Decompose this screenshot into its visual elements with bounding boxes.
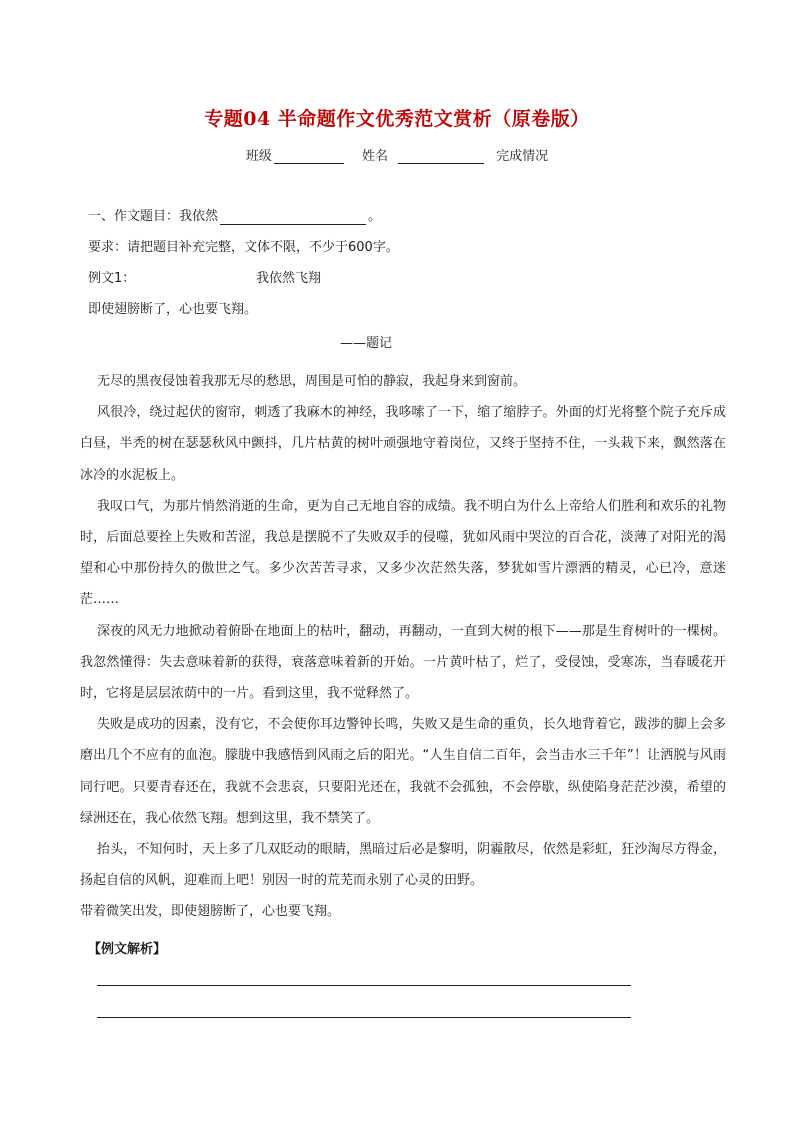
example-title: 我依然飞翔 [256, 271, 322, 286]
student-info-line [0, 145, 794, 164]
answer-line [97, 985, 631, 986]
question-prompt-line [88, 209, 381, 225]
analysis-heading: 【例文解析】 [88, 942, 167, 957]
question-end: 。 [368, 209, 382, 224]
essay-paragraph: 风很冷，绕过起伏的窗帘，刺透了我麻木的神经，我哆嗦了一下，缩了缩脖子。外面的灯光将整个院子充斥成白昼，半秃的树在瑟瑟秋风中颤抖，几片枯黄的树叶顽强地守着岗位，又终于坚持不住，一头栽下来，飘然落在冰冷的水泥板上。 [80, 405, 726, 483]
essay-paragraph: 我叹口气，为那片悄然消逝的生命，更为自己无地自容的成绩。我不明白为什么上帝给人们胜利和欢乐的礼物时，后面总要拴上失败和苦涩，我总是摆脱不了失败双手的侵噬，犹如风雨中哭泣的百合花，淡薄了对阳光的渴望和心中那份持久的傲世之气。多少次苦苦寻求，又多少次茫然失落，梦犹如雪片漂洒的精灵，心已冷，意迷茫…… [80, 498, 726, 608]
class-blank [274, 149, 344, 164]
question-prompt: 一、作文题目：我依然 [88, 209, 219, 224]
status-label: 完成情况 [496, 149, 549, 164]
essay-paragraph: 抬头，不知何时，天上多了几双眨动的眼睛，黑暗过后必是黎明，阴霾散尽，依然是彩虹，狂沙淘尽方得金，扬起自信的风帆，迎难而上吧！别因一时的荒芜而永别了心灵的田野。 [80, 842, 726, 889]
requirement-text: 要求：请把题目补充完整，文体不限，不少于600字。 [88, 240, 399, 255]
name-label: 姓名 [361, 149, 388, 164]
essay-paragraph: 深夜的风无力地掀动着俯卧在地面上的枯叶，翻动，再翻动，一直到大树的根下——那是生育树叶的一棵树。我忽然懂得：失去意味着新的获得，衰落意味着新的开始。一片黄叶枯了，烂了，受侵蚀，受寒冻，当春暖花开时，它将是层层浓荫中的一片。看到这里，我不觉释然了。 [80, 623, 726, 702]
name-blank [398, 149, 484, 164]
essay-body [80, 366, 726, 928]
epigraph-signature: ——题记 [340, 336, 393, 351]
class-label: 班级 [245, 149, 272, 164]
example-label: 例文1： [88, 271, 136, 286]
page-title: 专题04 半命题作文优秀范文赏析（原卷版） [204, 108, 590, 130]
essay-paragraph: 无尽的黑夜侵蚀着我那无尽的愁思，周围是可怕的静寂，我起身来到窗前。 [97, 374, 527, 389]
essay-paragraph: 失败是成功的因素，没有它，不会使你耳边警钟长鸣，失败又是生命的重负，长久地背着它，跋涉的脚上会多磨出几个不应有的血泡。朦胧中我感悟到风雨之后的阳光。“人生自信二百年，会当击水三千年”！让洒脱与风雨同行吧。只要青春还在，我就不会悲哀，只要阳光还在，我就不会孤独，不会停歇，纵使陷身茫茫沙漠，希望的绿洲还在，我心依然飞翔。想到这里，我不禁笑了。 [80, 717, 726, 826]
title-blank [220, 211, 366, 225]
answer-line [97, 1017, 631, 1018]
epigraph: 即使翅膀断了，心也要飞翔。 [88, 302, 258, 317]
essay-closing: 带着微笑出发，即使翅膀断了，心也要飞翔。 [80, 904, 341, 920]
